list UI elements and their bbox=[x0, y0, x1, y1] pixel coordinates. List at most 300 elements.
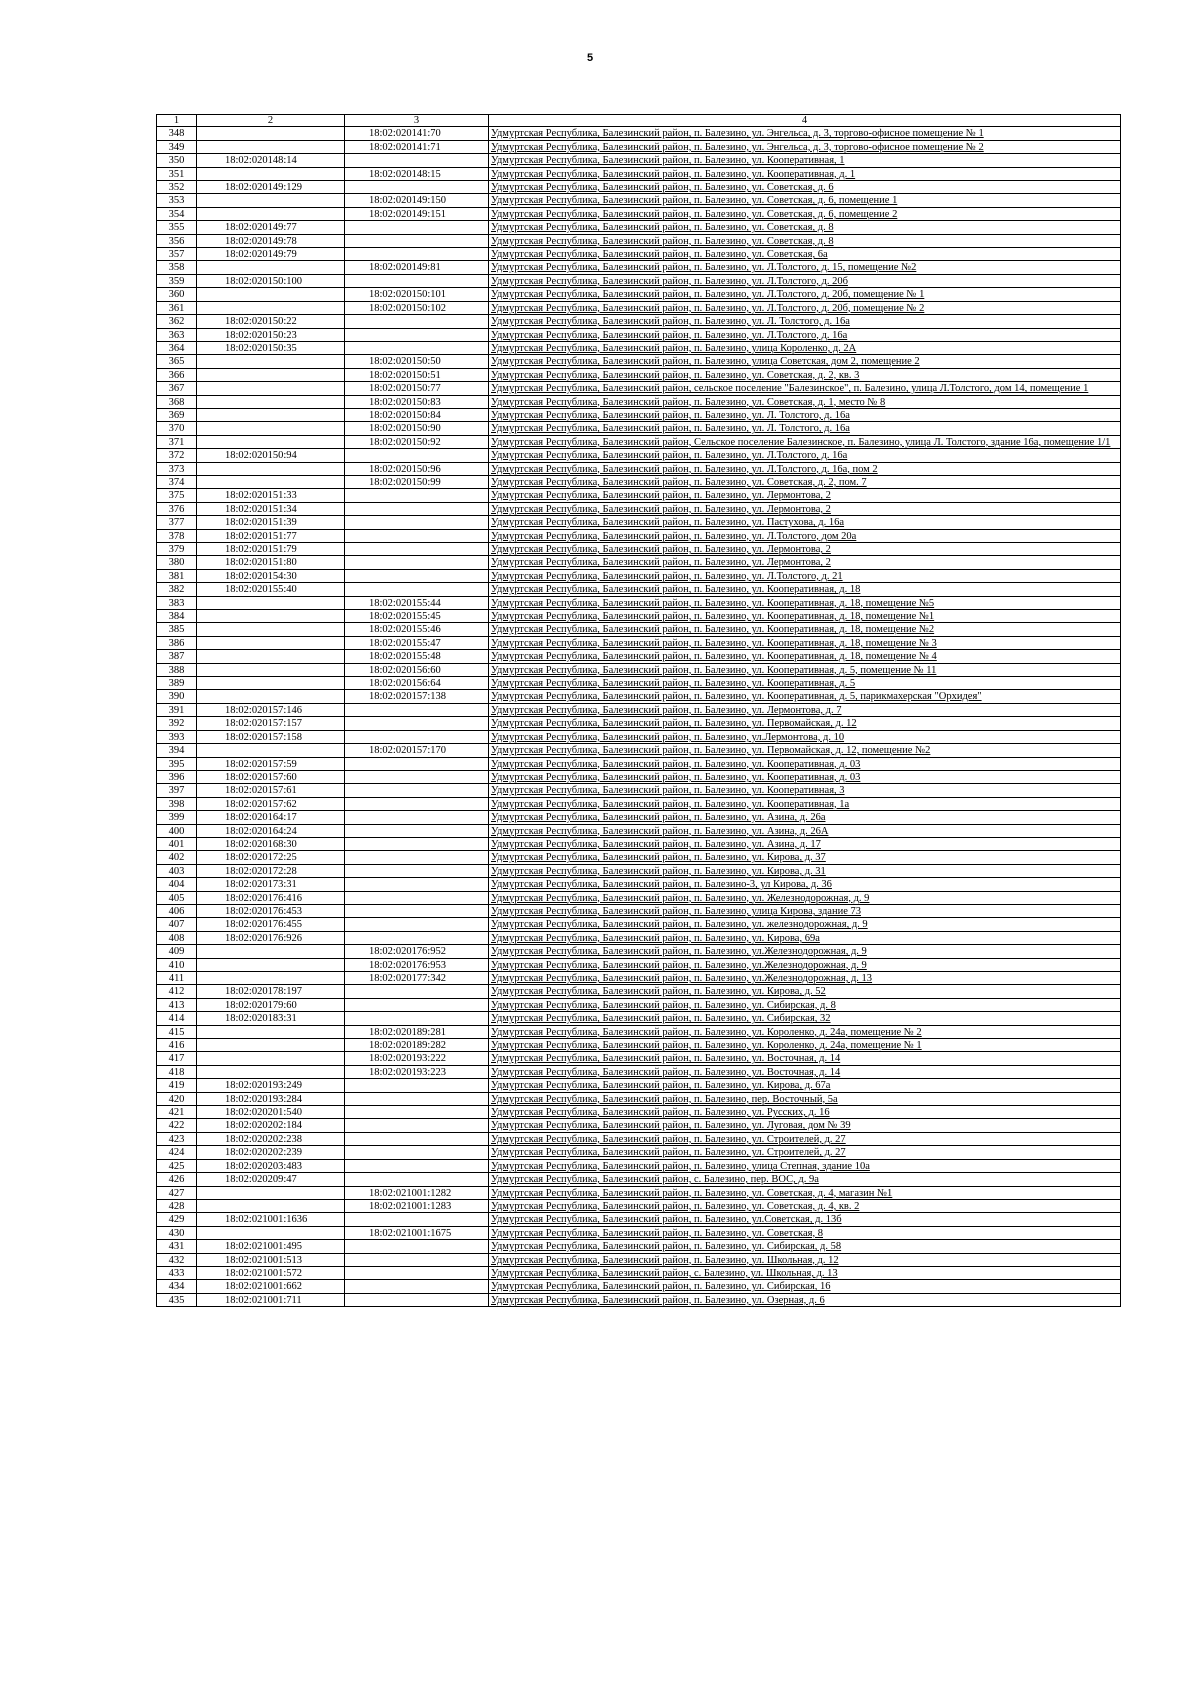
address-cell: Удмуртская Республика, Балезинский район, п. Балезино, ул. Кооперативная, 3 bbox=[489, 784, 1121, 797]
land-cadastral-number: 18:02:020193:284 bbox=[197, 1092, 345, 1105]
table-row bbox=[157, 1119, 1121, 1132]
land-cadastral-number: 18:02:020203:483 bbox=[197, 1159, 345, 1172]
building-cadastral-number: 18:02:021001:1283 bbox=[345, 1199, 489, 1212]
land-cadastral-number bbox=[197, 422, 345, 435]
row-number: 361 bbox=[157, 301, 197, 314]
table-row bbox=[157, 1293, 1121, 1306]
address-cell: Удмуртская Республика, Балезинский район, п. Балезино, ул. Энгельса, д. 3, торгово-офисное помещение № 2 bbox=[489, 140, 1121, 153]
table-row bbox=[157, 945, 1121, 958]
table-row bbox=[157, 824, 1121, 837]
land-cadastral-number: 18:02:020150:22 bbox=[197, 315, 345, 328]
address-cell: Удмуртская Республика, Балезинский район, п. Балезино, ул. Луговая, дом № 39 bbox=[489, 1119, 1121, 1132]
table-row bbox=[157, 1065, 1121, 1078]
address-cell: Удмуртская Республика, Балезинский район, п. Балезино, ул. Советская, 8 bbox=[489, 1226, 1121, 1239]
land-cadastral-number bbox=[197, 1199, 345, 1212]
land-cadastral-number bbox=[197, 1025, 345, 1038]
table-row bbox=[157, 636, 1121, 649]
table-row bbox=[157, 757, 1121, 770]
table-row bbox=[157, 1012, 1121, 1025]
land-cadastral-number: 18:02:020201:540 bbox=[197, 1106, 345, 1119]
building-cadastral-number: 18:02:021001:1282 bbox=[345, 1186, 489, 1199]
table-row bbox=[157, 462, 1121, 475]
address-cell: Удмуртская Республика, Балезинский район, п. Балезино, ул. Л.Толстого, д. 16а, пом 2 bbox=[489, 462, 1121, 475]
building-cadastral-number bbox=[345, 703, 489, 716]
building-cadastral-number bbox=[345, 1012, 489, 1025]
land-cadastral-number: 18:02:020157:158 bbox=[197, 730, 345, 743]
building-cadastral-number bbox=[345, 824, 489, 837]
building-cadastral-number bbox=[345, 489, 489, 502]
row-number: 365 bbox=[157, 355, 197, 368]
building-cadastral-number bbox=[345, 529, 489, 542]
row-number: 371 bbox=[157, 435, 197, 448]
row-number: 387 bbox=[157, 650, 197, 663]
building-cadastral-number bbox=[345, 797, 489, 810]
building-cadastral-number bbox=[345, 1280, 489, 1293]
row-number: 426 bbox=[157, 1173, 197, 1186]
building-cadastral-number bbox=[345, 221, 489, 234]
building-cadastral-number bbox=[345, 757, 489, 770]
building-cadastral-number bbox=[345, 1266, 489, 1279]
address-cell: Удмуртская Республика, Балезинский район, п. Балезино, ул. Кооперативная, 1 bbox=[489, 154, 1121, 167]
land-cadastral-number: 18:02:020202:184 bbox=[197, 1119, 345, 1132]
address-cell: Удмуртская Республика, Балезинский район, п. Балезино, пер. Восточный, 5а bbox=[489, 1092, 1121, 1105]
table-row bbox=[157, 730, 1121, 743]
building-cadastral-number bbox=[345, 154, 489, 167]
land-cadastral-number bbox=[197, 408, 345, 421]
row-number: 434 bbox=[157, 1280, 197, 1293]
table-row bbox=[157, 556, 1121, 569]
row-number: 367 bbox=[157, 382, 197, 395]
table-row bbox=[157, 1146, 1121, 1159]
address-cell: Удмуртская Республика, Балезинский район, п. Балезино, ул. Кооперативная, д. 18, помещение №5 bbox=[489, 596, 1121, 609]
land-cadastral-number bbox=[197, 1186, 345, 1199]
row-number: 402 bbox=[157, 851, 197, 864]
address-cell: Удмуртская Республика, Балезинский район, с. Балезино, пер. ВОС, д. 9а bbox=[489, 1173, 1121, 1186]
row-number: 412 bbox=[157, 985, 197, 998]
address-cell: Удмуртская Республика, Балезинский район, п. Балезино, ул. Кооперативная, д. 5 bbox=[489, 677, 1121, 690]
row-number: 350 bbox=[157, 154, 197, 167]
building-cadastral-number: 18:02:020193:223 bbox=[345, 1065, 489, 1078]
land-cadastral-number: 18:02:020176:416 bbox=[197, 891, 345, 904]
building-cadastral-number bbox=[345, 248, 489, 261]
land-cadastral-number: 18:02:021001:662 bbox=[197, 1280, 345, 1293]
table-row bbox=[157, 1132, 1121, 1145]
row-number: 431 bbox=[157, 1240, 197, 1253]
land-cadastral-number: 18:02:020164:24 bbox=[197, 824, 345, 837]
table-row bbox=[157, 1079, 1121, 1092]
address-cell: Удмуртская Республика, Балезинский район, п. Балезино, ул. Короленко, д. 24а, помещение № 2 bbox=[489, 1025, 1121, 1038]
row-number: 390 bbox=[157, 690, 197, 703]
address-cell: Удмуртская Республика, Балезинский район, п. Балезино, ул. Советская, д. 2, пом. 7 bbox=[489, 475, 1121, 488]
land-cadastral-number bbox=[197, 368, 345, 381]
row-number: 413 bbox=[157, 998, 197, 1011]
table-row bbox=[157, 167, 1121, 180]
table-row bbox=[157, 315, 1121, 328]
row-number: 424 bbox=[157, 1146, 197, 1159]
table-row bbox=[157, 140, 1121, 153]
land-cadastral-number: 18:02:020172:28 bbox=[197, 864, 345, 877]
land-cadastral-number: 18:02:020157:157 bbox=[197, 717, 345, 730]
land-cadastral-number bbox=[197, 261, 345, 274]
land-cadastral-number: 18:02:020150:35 bbox=[197, 341, 345, 354]
building-cadastral-number bbox=[345, 770, 489, 783]
table-row bbox=[157, 408, 1121, 421]
table-row bbox=[157, 475, 1121, 488]
land-cadastral-number: 18:02:020154:30 bbox=[197, 569, 345, 582]
row-number: 407 bbox=[157, 918, 197, 931]
building-cadastral-number bbox=[345, 1092, 489, 1105]
address-cell: Удмуртская Республика, Балезинский район, п. Балезино, ул. Лермонтова, д. 7 bbox=[489, 703, 1121, 716]
building-cadastral-number: 18:02:020193:222 bbox=[345, 1052, 489, 1065]
table-row bbox=[157, 569, 1121, 582]
table-row bbox=[157, 341, 1121, 354]
building-cadastral-number: 18:02:020150:83 bbox=[345, 395, 489, 408]
building-cadastral-number: 18:02:020177:342 bbox=[345, 972, 489, 985]
table-row bbox=[157, 261, 1121, 274]
address-cell: Удмуртская Республика, Балезинский район, п. Балезино, ул. Энгельса, д. 3, торгово-офисное помещение № 1 bbox=[489, 127, 1121, 140]
address-cell: Удмуртская Республика, Балезинский район, п. Балезино, ул. Короленко, д. 24а, помещение № 1 bbox=[489, 1039, 1121, 1052]
building-cadastral-number: 18:02:020141:71 bbox=[345, 140, 489, 153]
address-cell: Удмуртская Республика, Балезинский район, п. Балезино, ул. Советская, д. 6, помещение 1 bbox=[489, 194, 1121, 207]
row-number: 382 bbox=[157, 583, 197, 596]
address-cell: Удмуртская Республика, Балезинский район, п. Балезино, ул. Кооперативная, д. 03 bbox=[489, 770, 1121, 783]
table-row bbox=[157, 449, 1121, 462]
row-number: 349 bbox=[157, 140, 197, 153]
row-number: 373 bbox=[157, 462, 197, 475]
land-cadastral-number: 18:02:020157:60 bbox=[197, 770, 345, 783]
address-cell: Удмуртская Республика, Балезинский район, п. Балезино, ул. Железнодорожная, д. 9 bbox=[489, 891, 1121, 904]
address-cell: Удмуртская Республика, Балезинский район, п. Балезино, ул. Л.Толстого, д. 16а bbox=[489, 449, 1121, 462]
table-row bbox=[157, 650, 1121, 663]
building-cadastral-number bbox=[345, 449, 489, 462]
row-number: 432 bbox=[157, 1253, 197, 1266]
building-cadastral-number bbox=[345, 341, 489, 354]
table-row bbox=[157, 864, 1121, 877]
building-cadastral-number bbox=[345, 502, 489, 515]
address-cell: Удмуртская Республика, Балезинский район, п. Балезино, улица Короленко, д. 2А bbox=[489, 341, 1121, 354]
land-cadastral-number bbox=[197, 288, 345, 301]
building-cadastral-number bbox=[345, 730, 489, 743]
table-row bbox=[157, 784, 1121, 797]
address-cell: Удмуртская Республика, Балезинский район, п. Балезино, ул. Л.Толстого, д. 21 bbox=[489, 569, 1121, 582]
row-number: 422 bbox=[157, 1119, 197, 1132]
table-row bbox=[157, 918, 1121, 931]
address-cell: Удмуртская Республика, Балезинский район, п. Балезино, ул. Озерная, д. 6 bbox=[489, 1293, 1121, 1306]
row-number: 364 bbox=[157, 341, 197, 354]
row-number: 418 bbox=[157, 1065, 197, 1078]
address-cell: Удмуртская Республика, Балезинский район, п. Балезино, ул. Первомайская, д. 12 bbox=[489, 717, 1121, 730]
building-cadastral-number: 18:02:020157:170 bbox=[345, 744, 489, 757]
row-number: 388 bbox=[157, 663, 197, 676]
address-cell: Удмуртская Республика, Балезинский район, п. Балезино, ул. Первомайская, д. 12, помещение №2 bbox=[489, 744, 1121, 757]
header-row bbox=[157, 115, 1121, 127]
land-cadastral-number bbox=[197, 475, 345, 488]
building-cadastral-number bbox=[345, 1106, 489, 1119]
land-cadastral-number: 18:02:020149:77 bbox=[197, 221, 345, 234]
row-number: 376 bbox=[157, 502, 197, 515]
row-number: 378 bbox=[157, 529, 197, 542]
building-cadastral-number bbox=[345, 998, 489, 1011]
row-number: 374 bbox=[157, 475, 197, 488]
address-cell: Удмуртская Республика, Балезинский район, п. Балезино, ул. Советская, д. 6 bbox=[489, 181, 1121, 194]
building-cadastral-number bbox=[345, 878, 489, 891]
row-number: 403 bbox=[157, 864, 197, 877]
address-cell: Удмуртская Республика, Балезинский район, п. Балезино, ул. Восточная, д. 14 bbox=[489, 1052, 1121, 1065]
land-cadastral-number bbox=[197, 690, 345, 703]
building-cadastral-number bbox=[345, 1079, 489, 1092]
address-cell: Удмуртская Республика, Балезинский район, п. Балезино, ул. Л. Толстого, д. 16а bbox=[489, 422, 1121, 435]
row-number: 385 bbox=[157, 623, 197, 636]
building-cadastral-number bbox=[345, 717, 489, 730]
land-cadastral-number: 18:02:020168:30 bbox=[197, 837, 345, 850]
land-cadastral-number bbox=[197, 945, 345, 958]
table-row bbox=[157, 1240, 1121, 1253]
land-cadastral-number: 18:02:020157:62 bbox=[197, 797, 345, 810]
address-cell: Удмуртская Республика, Балезинский район, п. Балезино, ул. Лермонтова, 2 bbox=[489, 543, 1121, 556]
land-cadastral-number: 18:02:020172:25 bbox=[197, 851, 345, 864]
land-cadastral-number bbox=[197, 140, 345, 153]
address-cell: Удмуртская Республика, Балезинский район, п. Балезино, ул. Пастухова, д. 16а bbox=[489, 516, 1121, 529]
row-number: 419 bbox=[157, 1079, 197, 1092]
row-number: 370 bbox=[157, 422, 197, 435]
address-cell: Удмуртская Республика, Балезинский район, п. Балезино, ул. Русских, д. 16 bbox=[489, 1106, 1121, 1119]
building-cadastral-number: 18:02:020150:77 bbox=[345, 382, 489, 395]
header-col-4: 4 bbox=[489, 115, 1121, 127]
address-cell: Удмуртская Республика, Балезинский район, п. Балезино, ул. Лермонтова, 2 bbox=[489, 502, 1121, 515]
table-row bbox=[157, 1199, 1121, 1212]
table-row bbox=[157, 207, 1121, 220]
table-row bbox=[157, 1052, 1121, 1065]
table-row bbox=[157, 1092, 1121, 1105]
table-row bbox=[157, 663, 1121, 676]
address-cell: Удмуртская Республика, Балезинский район, п. Балезино, ул. Л.Толстого, д. 15, помещение №2 bbox=[489, 261, 1121, 274]
address-cell: Удмуртская Республика, Балезинский район, п. Балезино, ул. Кирова, 69а bbox=[489, 931, 1121, 944]
row-number: 423 bbox=[157, 1132, 197, 1145]
row-number: 353 bbox=[157, 194, 197, 207]
address-cell: Удмуртская Республика, Балезинский район, п. Балезино, ул. железнодорожная, д. 9 bbox=[489, 918, 1121, 931]
row-number: 393 bbox=[157, 730, 197, 743]
row-number: 375 bbox=[157, 489, 197, 502]
building-cadastral-number bbox=[345, 985, 489, 998]
building-cadastral-number: 18:02:020176:952 bbox=[345, 945, 489, 958]
table-row bbox=[157, 596, 1121, 609]
address-cell: Удмуртская Республика, Балезинский район, п. Балезино, ул. Л.Толстого, д. 20б bbox=[489, 274, 1121, 287]
row-number: 392 bbox=[157, 717, 197, 730]
land-cadastral-number bbox=[197, 194, 345, 207]
row-number: 416 bbox=[157, 1039, 197, 1052]
address-cell: Удмуртская Республика, Балезинский район, п. Балезино, ул. Школьная, д. 12 bbox=[489, 1253, 1121, 1266]
address-cell: Удмуртская Республика, Балезинский район, п. Балезино, ул. Л.Толстого, д. 16а bbox=[489, 328, 1121, 341]
row-number: 433 bbox=[157, 1266, 197, 1279]
land-cadastral-number bbox=[197, 355, 345, 368]
row-number: 391 bbox=[157, 703, 197, 716]
building-cadastral-number: 18:02:020189:282 bbox=[345, 1039, 489, 1052]
building-cadastral-number: 18:02:020150:102 bbox=[345, 301, 489, 314]
address-cell: Удмуртская Республика, Балезинский район, п. Балезино, ул. Восточная, д. 14 bbox=[489, 1065, 1121, 1078]
address-cell: Удмуртская Республика, Балезинский район, п. Балезино, ул. Сибирская, 32 bbox=[489, 1012, 1121, 1025]
building-cadastral-number bbox=[345, 837, 489, 850]
building-cadastral-number bbox=[345, 904, 489, 917]
land-cadastral-number bbox=[197, 744, 345, 757]
table-row bbox=[157, 1280, 1121, 1293]
land-cadastral-number bbox=[197, 395, 345, 408]
address-cell: Удмуртская Республика, Балезинский район, п. Балезино-3, ул Кирова, д. 36 bbox=[489, 878, 1121, 891]
land-cadastral-number: 18:02:020151:34 bbox=[197, 502, 345, 515]
land-cadastral-number bbox=[197, 1052, 345, 1065]
address-cell: Удмуртская Республика, Балезинский район, п. Балезино, ул. Л. Толстого, д. 16а bbox=[489, 408, 1121, 421]
building-cadastral-number: 18:02:020149:150 bbox=[345, 194, 489, 207]
building-cadastral-number: 18:02:020141:70 bbox=[345, 127, 489, 140]
address-cell: Удмуртская Республика, Балезинский район, п. Балезино, ул. Кирова, д. 37 bbox=[489, 851, 1121, 864]
building-cadastral-number bbox=[345, 583, 489, 596]
address-cell: Удмуртская Республика, Балезинский район, п. Балезино, ул. Кооперативная, д. 18 bbox=[489, 583, 1121, 596]
table-row bbox=[157, 931, 1121, 944]
table-row bbox=[157, 221, 1121, 234]
row-number: 358 bbox=[157, 261, 197, 274]
land-cadastral-number bbox=[197, 623, 345, 636]
land-cadastral-number bbox=[197, 1039, 345, 1052]
row-number: 362 bbox=[157, 315, 197, 328]
table-row bbox=[157, 1039, 1121, 1052]
land-cadastral-number: 18:02:021001:1636 bbox=[197, 1213, 345, 1226]
land-cadastral-number: 18:02:020164:17 bbox=[197, 811, 345, 824]
land-cadastral-number bbox=[197, 958, 345, 971]
registry-table bbox=[156, 114, 1121, 1307]
address-cell: Удмуртская Республика, Балезинский район, п. Балезино, ул. Советская, д. 1, место № 8 bbox=[489, 395, 1121, 408]
building-cadastral-number: 18:02:020148:15 bbox=[345, 167, 489, 180]
address-cell: Удмуртская Республика, Балезинский район, п. Балезино, ул. Кооперативная, д. 18, помещение №1 bbox=[489, 610, 1121, 623]
row-number: 408 bbox=[157, 931, 197, 944]
table-row bbox=[157, 328, 1121, 341]
land-cadastral-number: 18:02:020150:23 bbox=[197, 328, 345, 341]
address-cell: Удмуртская Республика, Балезинский район, п. Балезино, ул. Советская, д. 8 bbox=[489, 221, 1121, 234]
land-cadastral-number: 18:02:020151:77 bbox=[197, 529, 345, 542]
building-cadastral-number bbox=[345, 234, 489, 247]
land-cadastral-number: 18:02:020193:249 bbox=[197, 1079, 345, 1092]
land-cadastral-number bbox=[197, 207, 345, 220]
address-cell: Удмуртская Республика, Балезинский район, п. Балезино, ул. Кирова, д. 52 bbox=[489, 985, 1121, 998]
address-cell: Удмуртская Республика, Балезинский район, п. Балезино, ул. Л.Толстого, дом 20а bbox=[489, 529, 1121, 542]
building-cadastral-number bbox=[345, 1253, 489, 1266]
row-number: 397 bbox=[157, 784, 197, 797]
address-cell: Удмуртская Республика, Балезинский район, п. Балезино, ул. Сибирская, 16 bbox=[489, 1280, 1121, 1293]
building-cadastral-number bbox=[345, 274, 489, 287]
row-number: 363 bbox=[157, 328, 197, 341]
row-number: 428 bbox=[157, 1199, 197, 1212]
row-number: 372 bbox=[157, 449, 197, 462]
table-row bbox=[157, 1266, 1121, 1279]
address-cell: Удмуртская Республика, Балезинский район, п. Балезино, ул. Л.Толстого, д. 20б, помещение № 2 bbox=[489, 301, 1121, 314]
land-cadastral-number bbox=[197, 1226, 345, 1239]
table-row bbox=[157, 891, 1121, 904]
table-row bbox=[157, 1159, 1121, 1172]
building-cadastral-number bbox=[345, 918, 489, 931]
address-cell: Удмуртская Республика, Балезинский район, п. Балезино, ул. Кооперативная, д. 1 bbox=[489, 167, 1121, 180]
building-cadastral-number bbox=[345, 181, 489, 194]
address-cell: Удмуртская Республика, Балезинский район, п. Балезино, ул.Железнодорожная, д. 9 bbox=[489, 958, 1121, 971]
row-number: 357 bbox=[157, 248, 197, 261]
table-row bbox=[157, 690, 1121, 703]
land-cadastral-number: 18:02:020151:80 bbox=[197, 556, 345, 569]
address-cell: Удмуртская Республика, Балезинский район, сельское поселение "Балезинское", п. Балезино, улица Л.Толстого, дом 14, помещение 1 bbox=[489, 382, 1121, 395]
land-cadastral-number bbox=[197, 663, 345, 676]
row-number: 409 bbox=[157, 945, 197, 958]
land-cadastral-number: 18:02:021001:572 bbox=[197, 1266, 345, 1279]
row-number: 383 bbox=[157, 596, 197, 609]
table-row bbox=[157, 1213, 1121, 1226]
table-row bbox=[157, 1025, 1121, 1038]
header-col-3: 3 bbox=[345, 115, 489, 127]
row-number: 421 bbox=[157, 1106, 197, 1119]
land-cadastral-number: 18:02:020157:146 bbox=[197, 703, 345, 716]
row-number: 404 bbox=[157, 878, 197, 891]
building-cadastral-number bbox=[345, 1119, 489, 1132]
building-cadastral-number: 18:02:020150:92 bbox=[345, 435, 489, 448]
row-number: 405 bbox=[157, 891, 197, 904]
row-number: 389 bbox=[157, 677, 197, 690]
table-header bbox=[157, 115, 1121, 127]
building-cadastral-number: 18:02:020155:47 bbox=[345, 636, 489, 649]
table-row bbox=[157, 516, 1121, 529]
building-cadastral-number: 18:02:020150:50 bbox=[345, 355, 489, 368]
table-row bbox=[157, 127, 1121, 140]
land-cadastral-number bbox=[197, 435, 345, 448]
table-row bbox=[157, 422, 1121, 435]
table-row bbox=[157, 288, 1121, 301]
row-number: 430 bbox=[157, 1226, 197, 1239]
land-cadastral-number bbox=[197, 301, 345, 314]
header-col-1: 1 bbox=[157, 115, 197, 127]
row-number: 410 bbox=[157, 958, 197, 971]
building-cadastral-number: 18:02:020155:46 bbox=[345, 623, 489, 636]
table-row bbox=[157, 382, 1121, 395]
building-cadastral-number: 18:02:020156:64 bbox=[345, 677, 489, 690]
land-cadastral-number bbox=[197, 167, 345, 180]
land-cadastral-number bbox=[197, 596, 345, 609]
address-cell: Удмуртская Республика, Балезинский район, п. Балезино, ул. Кооперативная, 1а bbox=[489, 797, 1121, 810]
land-cadastral-number: 18:02:020148:14 bbox=[197, 154, 345, 167]
row-number: 414 bbox=[157, 1012, 197, 1025]
building-cadastral-number bbox=[345, 1146, 489, 1159]
row-number: 348 bbox=[157, 127, 197, 140]
table-row bbox=[157, 958, 1121, 971]
land-cadastral-number: 18:02:020173:31 bbox=[197, 878, 345, 891]
land-cadastral-number: 18:02:020202:239 bbox=[197, 1146, 345, 1159]
land-cadastral-number: 18:02:020151:39 bbox=[197, 516, 345, 529]
land-cadastral-number: 18:02:020150:94 bbox=[197, 449, 345, 462]
table-row bbox=[157, 194, 1121, 207]
table-row bbox=[157, 154, 1121, 167]
land-cadastral-number bbox=[197, 677, 345, 690]
row-number: 398 bbox=[157, 797, 197, 810]
building-cadastral-number bbox=[345, 851, 489, 864]
address-cell: Удмуртская Республика, Балезинский район, п. Балезино, ул. Кооперативная, д. 03 bbox=[489, 757, 1121, 770]
table-row bbox=[157, 717, 1121, 730]
row-number: 400 bbox=[157, 824, 197, 837]
address-cell: Удмуртская Республика, Балезинский район, п. Балезино, улица Советская, дом 2, помещение 2 bbox=[489, 355, 1121, 368]
address-cell: Удмуртская Республика, Балезинский район, п. Балезино, ул. Л.Толстого, д. 20б, помещение № 1 bbox=[489, 288, 1121, 301]
table-row bbox=[157, 998, 1121, 1011]
row-number: 411 bbox=[157, 972, 197, 985]
row-number: 356 bbox=[157, 234, 197, 247]
building-cadastral-number bbox=[345, 864, 489, 877]
land-cadastral-number: 18:02:020179:60 bbox=[197, 998, 345, 1011]
address-cell: Удмуртская Республика, Балезинский район, п. Балезино, ул. Лермонтова, 2 bbox=[489, 489, 1121, 502]
table-row bbox=[157, 435, 1121, 448]
row-number: 369 bbox=[157, 408, 197, 421]
land-cadastral-number bbox=[197, 650, 345, 663]
table-row bbox=[157, 395, 1121, 408]
